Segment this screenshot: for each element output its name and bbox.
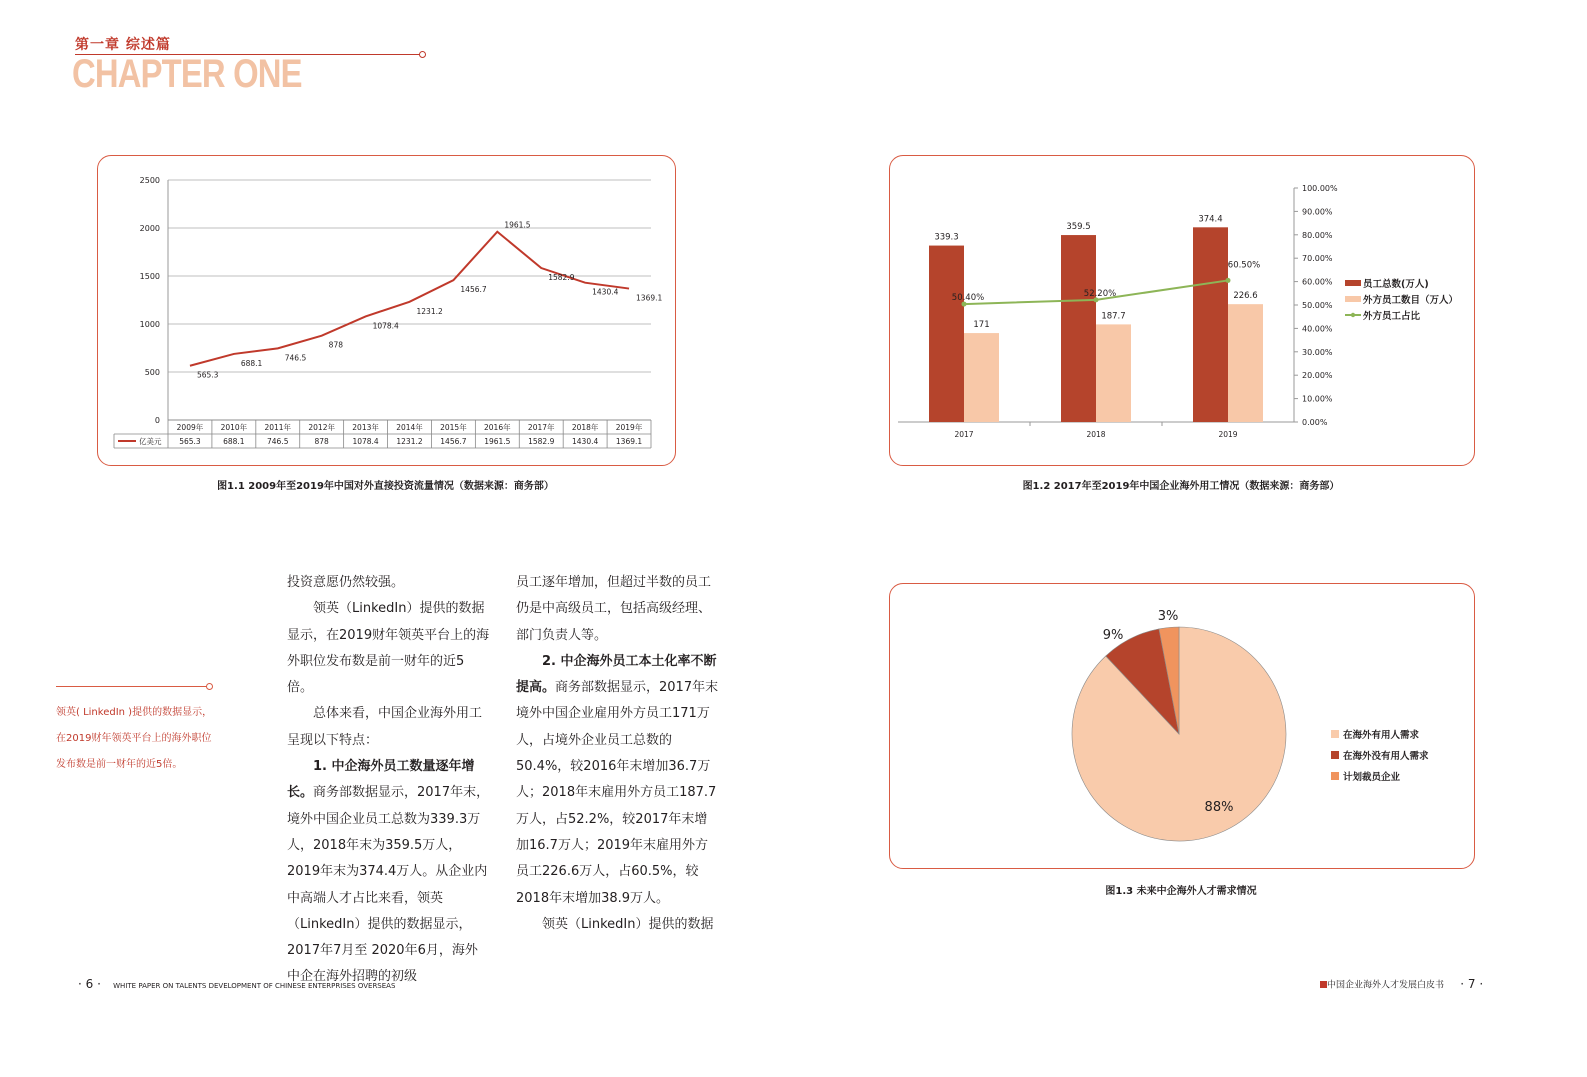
table-value-cell: 1961.5 (484, 437, 511, 446)
paragraph-text: 商务部数据显示，2017年末境外中国企业雇用外方员工171万人，占境外企业员工总数的50.4%，较2016年末增加36.7万人；2018年末雇用外方员工187.7万人，占52.2%，较2017年末增加16.7万人；2019年末雇用外方员工226.6万人，占60.5%，较2018年末增加38.9万人。 (516, 680, 719, 906)
legend-label: 在海外没有用人需求 (1343, 751, 1429, 762)
legend-swatch (1331, 772, 1339, 780)
table-value-cell: 1369.1 (615, 437, 643, 446)
y2-tick-label: 10.00% (1302, 394, 1333, 404)
legend-label: 计划裁员企业 (1343, 772, 1401, 783)
data-label: 171 (973, 320, 990, 331)
sidenote-text: 领英( LinkedIn )提供的数据显示，在2019财年领英平台上的海外职位发布数是前一财年的近5倍。 (56, 707, 213, 770)
legend-label: 外方员工占比 (1363, 311, 1421, 322)
legend-swatch (1331, 751, 1339, 759)
bar-employee-total (929, 246, 964, 422)
y2-tick-label: 100.00% (1302, 184, 1338, 193)
data-label: 52.20% (1083, 288, 1117, 299)
table-header-cell: 2016年 (484, 423, 511, 432)
table-header-cell: 2019年 (615, 423, 643, 432)
chapter-title-cn: 第一章 综述篇 (75, 37, 171, 53)
data-label: 60.50% (1227, 260, 1261, 271)
y-tick-label: 500 (144, 368, 160, 377)
table-value-cell: 1430.4 (572, 437, 599, 446)
figure-1-caption: 图1.1 2009年至2019年中国对外直接投资流量情况（数据来源：商务部） (217, 481, 554, 492)
y2-tick-label: 20.00% (1302, 371, 1333, 381)
y2-tick-label: 90.00% (1302, 207, 1333, 217)
series-line (190, 232, 629, 366)
x-tick-label: 2017 (954, 430, 974, 439)
legend-label: 在海外有用人需求 (1343, 730, 1420, 741)
paragraph: 领英（LinkedIn）提供的数据显示，在2019财年领英平台上的海外职位发布数是前一财年的近5倍。 (287, 601, 490, 696)
paragraph: 领英（LinkedIn）提供的数据 (542, 916, 714, 932)
table-value-cell: 688.1 (223, 437, 245, 446)
table-header-cell: 2009年 (176, 423, 204, 432)
footer-square-icon (1320, 981, 1327, 988)
paragraph: 投资意愿仍然较强。 (287, 575, 405, 590)
y2-tick-label: 70.00% (1302, 254, 1333, 264)
figure-1-frame (97, 155, 676, 466)
paragraph: 总体来看，中国企业海外用工呈现以下特点： (287, 706, 483, 748)
y2-tick-label: 30.00% (1302, 347, 1333, 357)
pie-value-label: 3% (1157, 609, 1179, 624)
x-tick-label: 2019 (1218, 430, 1238, 439)
body-column-2 (516, 570, 719, 938)
table-header-cell: 2011年 (264, 423, 292, 432)
bar-employee-total (1061, 235, 1096, 422)
page-number-right: · 7 · (1460, 977, 1484, 991)
legend-label: 员工总数(万人) (1363, 279, 1429, 290)
table-value-cell: 746.5 (267, 437, 289, 446)
y-tick-label: 0 (154, 416, 160, 425)
paragraph (287, 754, 490, 991)
chapter-rule-dot (419, 51, 426, 58)
table-value-cell: 878 (314, 437, 329, 446)
data-label: 1582.9 (548, 273, 575, 283)
data-label: 746.5 (284, 353, 307, 363)
line-point (1226, 278, 1231, 283)
table-header-cell: 2015年 (440, 423, 467, 432)
figure-2-caption: 图1.2 2017年至2019年中国企业海外用工情况（数据来源：商务部） (1022, 481, 1340, 492)
bar-foreign-employee (964, 333, 999, 422)
paragraph: 员工逐年增加，但超过半数的员工仍是中高级员工，包括高级经理、部门负责人等。 (516, 575, 712, 643)
table-header-cell: 2012年 (308, 423, 335, 432)
data-label: 187.7 (1101, 311, 1126, 322)
body-column-1 (287, 570, 490, 991)
data-label: 339.3 (934, 232, 959, 243)
table-value-cell: 1231.2 (396, 437, 423, 446)
bar-foreign-employee (1096, 324, 1131, 422)
y2-tick-label: 40.00% (1302, 324, 1333, 334)
y-tick-label: 2000 (139, 224, 160, 233)
footer-left (78, 977, 395, 991)
footer-title-cn: 中国企业海外人才发展白皮书 (1327, 980, 1445, 991)
pie-value-label: 9% (1102, 628, 1124, 643)
y2-tick-label: 0.00% (1302, 418, 1328, 427)
data-label: 565.3 (196, 370, 219, 380)
table-value-cell: 1456.7 (440, 437, 467, 446)
line-chart-fdi (98, 156, 675, 465)
y2-tick-label: 60.00% (1302, 277, 1333, 287)
y-tick-label: 1000 (139, 320, 160, 329)
bar-employee-total (1193, 227, 1228, 422)
sidenote-rule-dot (206, 683, 213, 690)
y2-tick-label: 80.00% (1302, 230, 1333, 240)
table-value-cell: 565.3 (179, 437, 201, 446)
paragraph (516, 649, 719, 912)
legend-label: 外方员工数目（万人） (1363, 295, 1459, 306)
y-tick-label: 1500 (139, 272, 160, 281)
section-heading-1: 1. 中企海外员工数量逐年增长。 (287, 759, 475, 801)
legend-swatch (1345, 296, 1361, 302)
data-label: 374.4 (1198, 214, 1223, 225)
data-label: 1961.5 (504, 220, 531, 230)
data-label: 1078.4 (372, 321, 399, 331)
data-label: 359.5 (1066, 222, 1091, 233)
bar-foreign-employee (1228, 304, 1263, 422)
data-label: 688.1 (240, 358, 263, 368)
y-tick-label: 2500 (139, 176, 160, 185)
figure-3-frame (889, 583, 1475, 869)
chapter-title-en: CHAPTER ONE (72, 52, 302, 96)
legend-label: 亿美元 (139, 437, 162, 446)
pie-chart-talent-demand (890, 584, 1474, 868)
table-header-cell: 2013年 (352, 423, 379, 432)
table-value-cell: 1582.9 (528, 437, 555, 446)
sidenote-rule (56, 686, 209, 687)
legend-swatch (1331, 730, 1339, 738)
bar-chart-employment (890, 156, 1474, 465)
footer-title-en: WHITE PAPER ON TALENTS DEVELOPMENT OF CHINESE ENTERPRISES OVERSEAS (113, 982, 396, 990)
footer-right (1320, 977, 1483, 991)
legend-swatch (1345, 280, 1361, 286)
data-label: 1231.2 (416, 306, 443, 316)
table-header-cell: 2014年 (396, 423, 423, 432)
pie-value-label: 88% (1204, 800, 1234, 815)
table-header-cell: 2018年 (571, 423, 599, 432)
figure-2-frame (889, 155, 1475, 466)
figure-3-caption: 图1.3 未来中企海外人才需求情况 (1105, 886, 1257, 897)
table-header-cell: 2010年 (220, 423, 248, 432)
data-label: 226.6 (1233, 291, 1258, 302)
y2-tick-label: 50.00% (1302, 301, 1333, 310)
table-value-cell: 1078.4 (352, 437, 379, 446)
page-number-left: · 6 · (78, 977, 101, 991)
x-tick-label: 2018 (1086, 430, 1106, 439)
data-label: 50.40% (951, 293, 985, 304)
data-label: 1430.4 (592, 287, 619, 297)
data-label: 1369.1 (636, 293, 663, 303)
table-header-cell: 2017年 (527, 423, 555, 432)
data-label: 1456.7 (460, 285, 487, 295)
section-heading-2: 2. 中企海外员工本土化率不断提高。 (516, 653, 717, 696)
data-label: 878 (328, 340, 344, 350)
paragraph-text: 商务部数据显示，2017年末，境外中国企业员工总数为339.3万人，2018年末为359.5万人，2019年末为374.4万人。从企业内中高端人才占比来看，领英（LinkedIn）提供的数据显示，2017年7月至 2020年6月，海外中企在海外招聘的初级 (287, 785, 490, 985)
legend-marker (1351, 313, 1355, 317)
